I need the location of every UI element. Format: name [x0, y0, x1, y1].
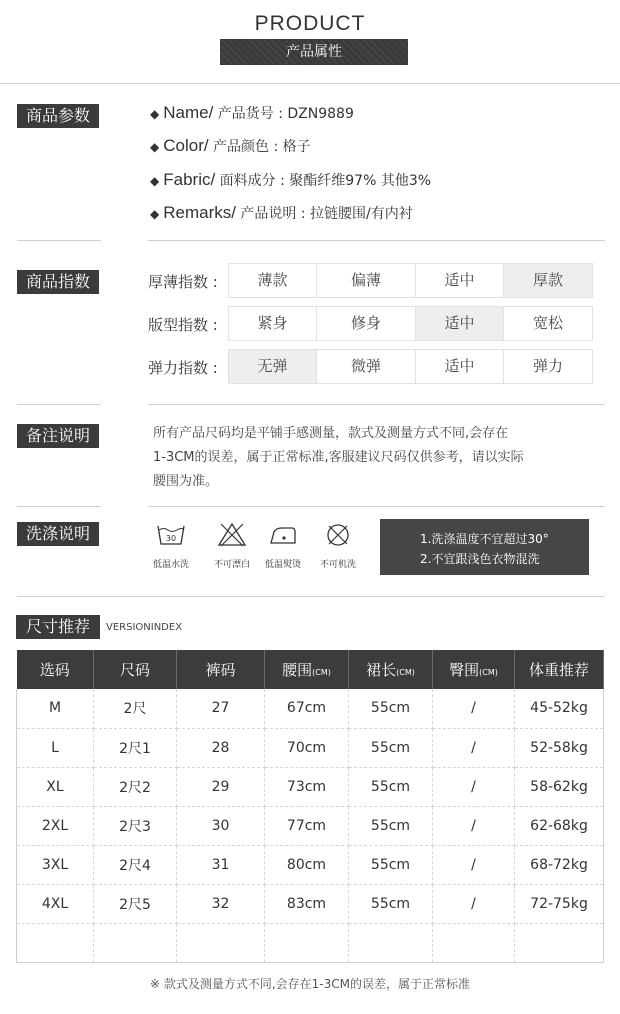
table-cell: 77cm [265, 806, 349, 845]
wash-30-icon [156, 522, 186, 552]
no-bleach-icon [217, 522, 247, 552]
table-cell: 3XL [17, 845, 94, 884]
remark-label: 备注说明 [17, 424, 99, 448]
table-cell: 68-72kg [515, 845, 604, 884]
size-header [17, 650, 94, 689]
wash-note: 2.不宜跟浅色衣物混洗 [420, 552, 540, 566]
size-header-label: 腰围 [282, 661, 313, 679]
table-cell: 2尺1 [94, 728, 177, 767]
table-cell: 55cm [349, 728, 433, 767]
index-option: 厚款 [503, 263, 593, 298]
divider [17, 506, 101, 507]
divider [17, 404, 101, 405]
table-cell [177, 923, 265, 962]
size-header [433, 650, 515, 689]
divider [17, 596, 605, 597]
table-row [17, 689, 604, 728]
table-cell: 28 [177, 728, 265, 767]
table-cell: 72-75kg [515, 884, 604, 923]
table-cell: 62-68kg [515, 806, 604, 845]
table-cell: 2XL [17, 806, 94, 845]
size-sublabel: VERSIONINDEX [106, 622, 183, 633]
table-cell [94, 923, 177, 962]
param-row [150, 170, 431, 190]
table-cell: / [433, 806, 515, 845]
index-label: 厚薄指数 : [148, 273, 218, 291]
index-label: 版型指数 : [148, 316, 218, 334]
table-row [17, 923, 604, 962]
bullet-icon: ◆ [150, 107, 160, 121]
divider [148, 404, 605, 405]
table-row [17, 767, 604, 806]
table-cell: / [433, 728, 515, 767]
table-row [17, 806, 604, 845]
no-machine-dry-icon [323, 522, 353, 552]
table-cell: 2尺2 [94, 767, 177, 806]
footnote: ※ 款式及测量方式不同,会存在1-3CM的误差，属于正常标准 [149, 977, 471, 991]
table-cell: / [433, 845, 515, 884]
wash-icon-label: 不可漂白 [213, 560, 250, 570]
table-cell: 67cm [265, 689, 349, 728]
table-cell: 32 [177, 884, 265, 923]
table-cell: 80cm [265, 845, 349, 884]
size-header [265, 650, 349, 689]
size-header [349, 650, 433, 689]
table-cell: 29 [177, 767, 265, 806]
index-option: 弹力 [503, 349, 593, 384]
table-cell [515, 923, 604, 962]
param-value: 产品货号 : DZN9889 [213, 106, 354, 122]
table-cell: / [433, 767, 515, 806]
param-row [150, 203, 413, 223]
table-cell: 2尺3 [94, 806, 177, 845]
table-cell: / [433, 689, 515, 728]
remark-line: 1-3CM的误差，属于正常标准,客服建议尺码仅供参考，请以实际 [153, 450, 524, 465]
table-cell: M [17, 689, 94, 728]
table-cell: 55cm [349, 806, 433, 845]
param-name: Color/ [163, 136, 209, 155]
remark-line: 腰围为准。 [153, 474, 219, 489]
size-header-unit: (CM) [479, 668, 498, 677]
wash-notes-box [380, 519, 589, 575]
size-header-label: 裙长 [366, 661, 397, 679]
table-cell: 83cm [265, 884, 349, 923]
table-cell [433, 923, 515, 962]
param-value: 面料成分 : 聚酯纤维97% 其他3% [215, 173, 432, 189]
table-cell: 2尺 [94, 689, 177, 728]
size-header [177, 650, 265, 689]
index-option: 偏薄 [316, 263, 416, 298]
table-cell [349, 923, 433, 962]
index-option: 微弹 [316, 349, 416, 384]
size-header-label: 体重推荐 [528, 661, 589, 679]
table-cell: 55cm [349, 845, 433, 884]
index-option: 适中 [415, 263, 504, 298]
wash-label: 洗涤说明 [17, 522, 99, 546]
table-cell: 2尺4 [94, 845, 177, 884]
param-value: 产品说明 : 拉链腰围/有内衬 [235, 206, 413, 222]
bullet-icon: ◆ [150, 174, 160, 188]
param-name: Fabric/ [163, 170, 216, 189]
param-row [150, 103, 354, 123]
table-cell: 45-52kg [515, 689, 604, 728]
table-cell: 52-58kg [515, 728, 604, 767]
bullet-icon: ◆ [150, 207, 160, 221]
wash-icon-label: 低温水洗 [152, 560, 189, 570]
index-option: 紧身 [228, 306, 317, 341]
table-cell: 4XL [17, 884, 94, 923]
index-option: 适中 [415, 306, 504, 341]
bullet-icon: ◆ [150, 140, 160, 154]
low-iron-icon [268, 523, 298, 553]
table-cell: / [433, 884, 515, 923]
param-value: 产品颜色 : 格子 [208, 139, 311, 155]
param-name: Remarks/ [163, 203, 236, 222]
wash-icon-label: 不可机洗 [319, 560, 356, 570]
table-cell: 73cm [265, 767, 349, 806]
table-row [17, 845, 604, 884]
size-header [515, 650, 604, 689]
table-cell: 30 [177, 806, 265, 845]
wash-icon-label: 低温熨烫 [264, 560, 301, 570]
table-cell [17, 923, 94, 962]
table-cell: 58-62kg [515, 767, 604, 806]
index-label: 弹力指数 : [148, 359, 218, 377]
index-option: 无弹 [228, 349, 317, 384]
table-row [17, 728, 604, 767]
table-cell [265, 923, 349, 962]
table-cell: 2尺5 [94, 884, 177, 923]
table-cell: XL [17, 767, 94, 806]
size-header-unit: (CM) [396, 668, 415, 677]
table-cell: L [17, 728, 94, 767]
remark-line: 所有产品尺码均是平铺手感测量，款式及测量方式不同,会存在 [153, 426, 509, 441]
size-table [16, 650, 604, 963]
table-row [17, 884, 604, 923]
page-title: PRODUCT [254, 12, 366, 35]
table-cell: 31 [177, 845, 265, 884]
size-label: 尺寸推荐 [16, 615, 100, 639]
size-header-label: 裤码 [205, 661, 236, 679]
index-option: 薄款 [228, 263, 317, 298]
index-option: 修身 [316, 306, 416, 341]
param-row [150, 136, 311, 156]
size-header [94, 650, 177, 689]
remark-text [153, 422, 593, 494]
size-header-unit: (CM) [312, 668, 331, 677]
divider [148, 240, 605, 241]
table-cell: 27 [177, 689, 265, 728]
size-header-label: 选码 [39, 661, 70, 679]
params-label: 商品参数 [17, 104, 99, 128]
size-header-label: 尺码 [119, 661, 150, 679]
wash-temp-text: 30 [165, 534, 177, 543]
page-subtitle: 产品属性 [220, 39, 408, 65]
param-name: Name/ [163, 103, 214, 122]
wash-note: 1.洗涤温度不宜超过30° [420, 532, 549, 546]
divider [148, 506, 605, 507]
divider [0, 83, 620, 84]
index-option: 适中 [415, 349, 504, 384]
divider [17, 240, 101, 241]
indices-label: 商品指数 [17, 270, 99, 294]
table-cell: 55cm [349, 689, 433, 728]
table-cell: 55cm [349, 884, 433, 923]
table-cell: 55cm [349, 767, 433, 806]
size-header-label: 臀围 [449, 661, 480, 679]
index-option: 宽松 [503, 306, 593, 341]
table-cell: 70cm [265, 728, 349, 767]
